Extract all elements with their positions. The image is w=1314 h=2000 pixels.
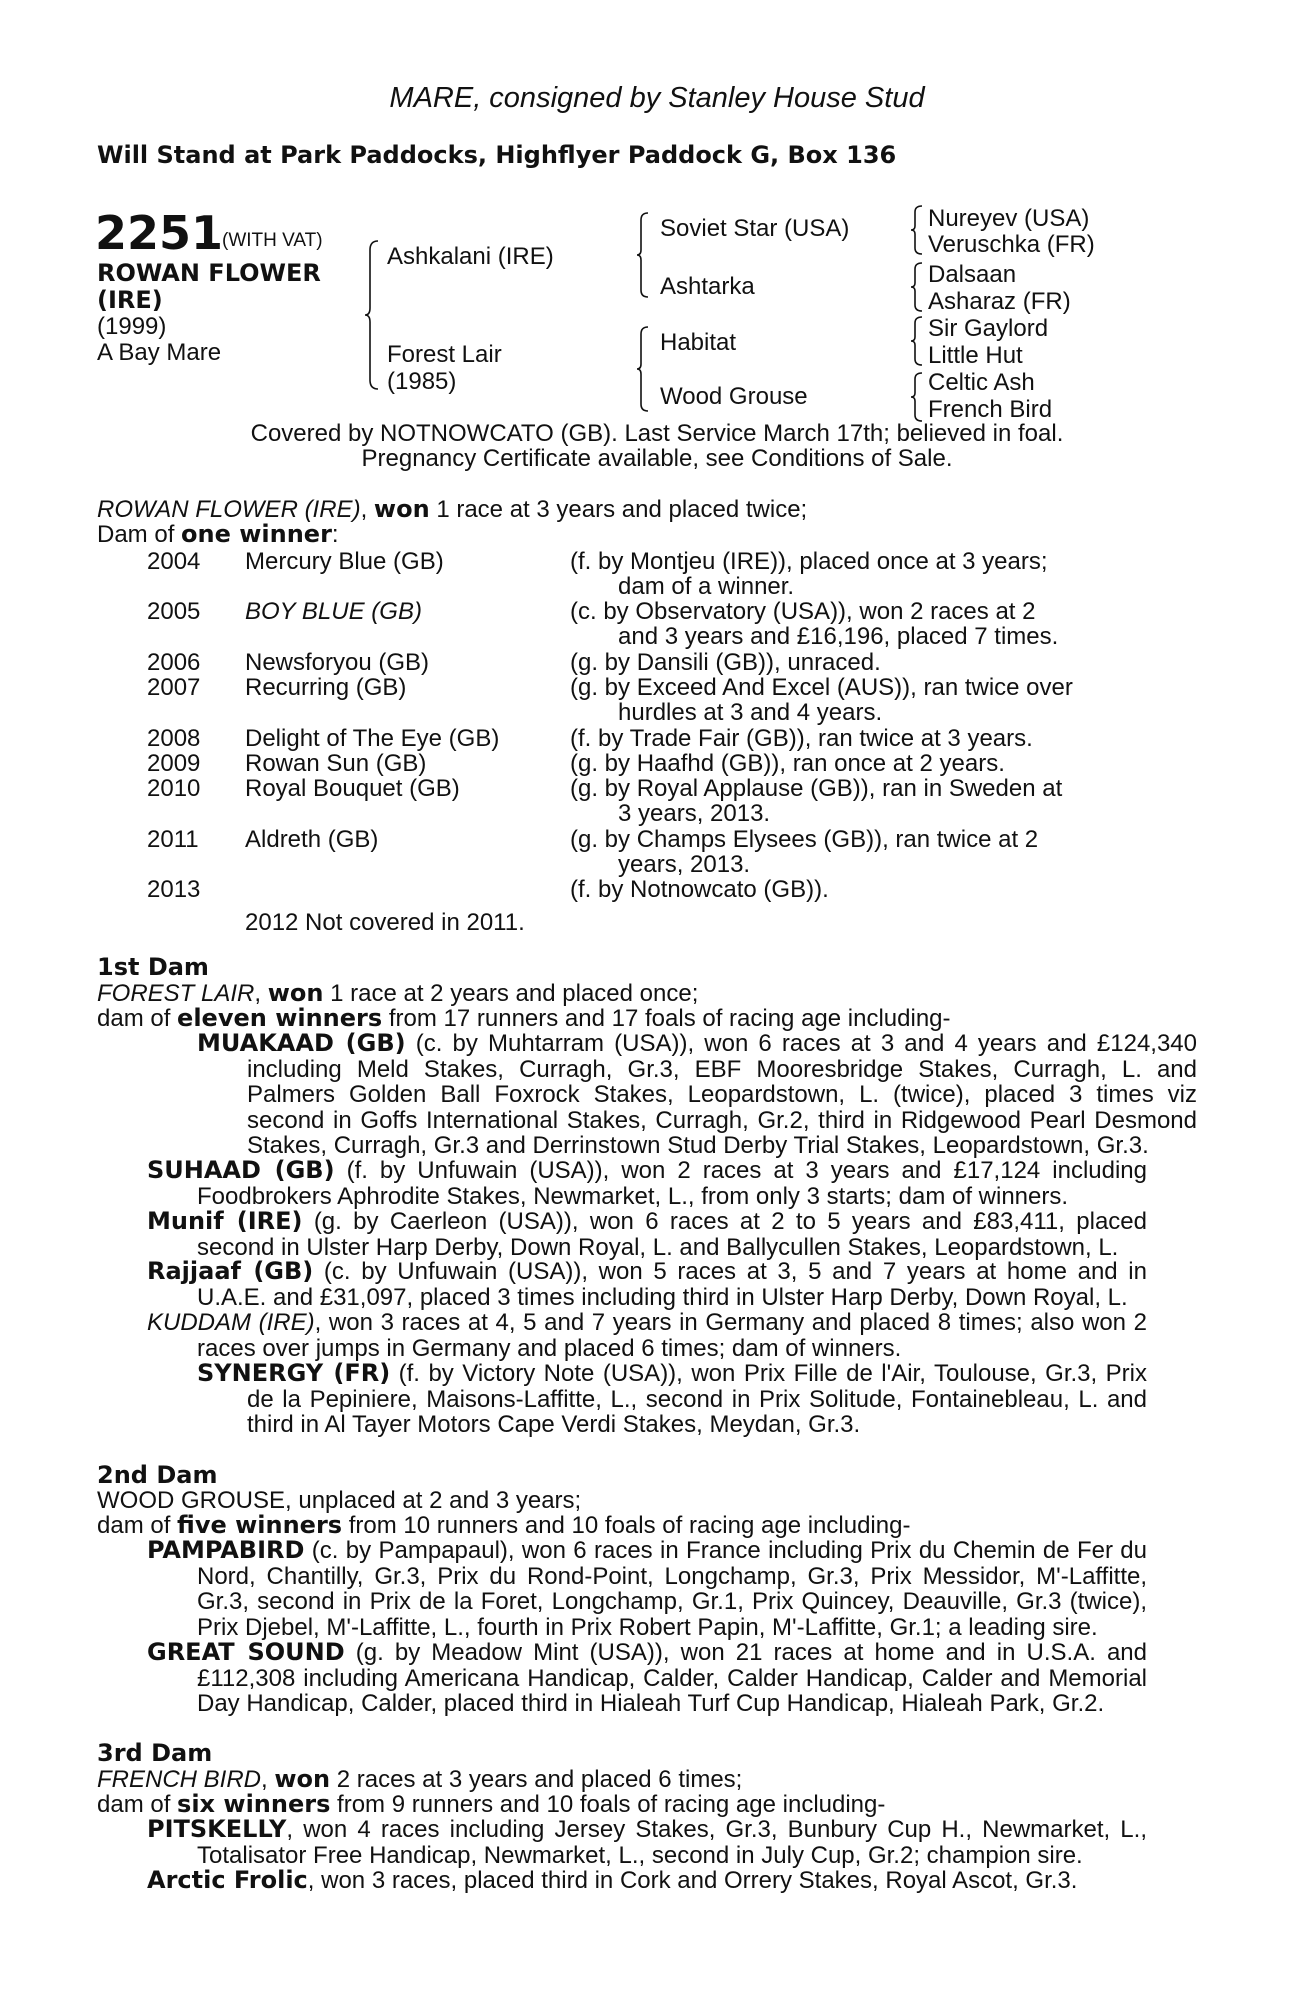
second-dam-dam-of [97,1513,910,1539]
covering-line2: Pregnancy Certificate available, see Conditions of Sale. [361,445,953,472]
produce-name: Delight of The Eye (GB) [245,725,500,752]
sire-name: Ashkalani (IRE) [387,243,554,270]
sd-sire: Dalsaan [928,261,1017,288]
arctic-frolic-name: Arctic Frolic [147,1866,308,1894]
produce-name: Mercury Blue (GB) [245,548,444,575]
produce-year: 2011 [147,826,199,853]
pampabird-text: (c. by Pampapaul), won 6 races in France including Prix du Chemin de Fer du Nord, Chantilly, Gr.3, Prix du Rond-Point, Longchamp, Gr.3, Prix Messidor, M'-Laffitte, Gr.3, second in Prix de la Foret, Longchamp, Gr.1, Prix Quincey, Deauville, Gr.3 (twice), Prix Djebel, M'-Laffitte, L., fourth in Prix Robert Papin, M'-Laffitte, Gr.1; a leading sire. [197,1537,1148,1641]
third-dam-won: won [274,1765,331,1793]
produce-entry-pitskelly [147,1815,1147,1869]
produce-details: (f. by Montjeu (IRE)), placed once at 3 years; [570,548,1048,575]
pedigree-brace-sd [910,262,924,312]
produce-year: 2004 [147,548,201,575]
synergy-text: (f. by Victory Note (USA)), won Prix Fille de l'Air, Toulouse, Gr.3, Prix de la Pepiniere, Maisons-Laffitte, L., second in Prix Solitude, Fontainebleau, L. and third in Al Tayer Motors Cape Verdi Stakes, Meydan, Gr.3. [247,1360,1147,1438]
pedigree-brace-dd [910,372,924,422]
produce-details: (f. by Notnowcato (GB)). [570,876,829,903]
mare-name-line2: (IRE) [97,286,163,314]
dam-year: (1985) [387,368,457,395]
sire-sire: Soviet Star (USA) [660,215,850,242]
great-sound-name: GREAT SOUND [147,1638,345,1666]
third-dam-rest: 2 races at 3 years and placed 6 times; [336,1766,743,1793]
produce-entry-great-sound [147,1638,1148,1717]
third-dam-heading: 3rd Dam [97,1739,213,1767]
produce-name: Recurring (GB) [245,674,407,701]
produce-entry-arctic-frolic [147,1866,1147,1894]
mare-description: A Bay Mare [97,339,222,366]
produce-details: (g. by Dansili (GB)), unraced. [570,649,881,676]
pedigree-brace-ss [910,205,924,255]
produce-details-cont: 3 years, 2013. [618,800,771,827]
dam-sire: Habitat [660,329,737,356]
third-dam-name: FRENCH BIRD [97,1766,262,1793]
dd-sire: Celtic Ash [928,369,1035,396]
first-dam-winners-count: eleven winners [177,1004,383,1032]
second-dam-winners-count: five winners [177,1511,343,1539]
dam-of-prefix: Dam of [97,521,182,548]
sire-dam: Ashtarka [660,273,755,300]
first-dam-dam-of [97,1006,951,1032]
third-dam-dam-of-suffix: from 9 runners and 10 foals of racing age including- [337,1791,886,1818]
munif-name: Munif (IRE) [147,1207,303,1235]
rajjaaf-text: (c. by Unfuwain (USA)), won 5 races at 3, 5 and 7 years at home and in U.A.E. and £31,097, placed 3 times including third in Ulster Harp Derby, Down Royal, L. [197,1258,1147,1311]
produce-details-cont: years, 2013. [618,851,751,878]
muakaad-name: MUAKAAD (GB) [197,1029,406,1057]
produce-year: 2010 [147,775,201,802]
produce-year: 2009 [147,750,201,777]
lot-number: 2251 [95,206,224,260]
pedigree-brace-main [364,240,380,390]
suhaad-text: (f. by Unfuwain (USA)), won 2 races at 3 years and £17,124 including Foodbrokers Aphrodite Stakes, Newmarket, L., from only 3 starts; dam of winners. [197,1157,1148,1210]
rajjaaf-name: Rajjaaf (GB) [147,1257,314,1285]
dd-dam: French Bird [928,396,1053,423]
great-sound-text: (g. by Meadow Mint (USA)), won 21 races at home and in U.S.A. and £112,308 including Americana Handicap, Calder, Calder Handicap, Calder and Memorial Day Handicap, Calder, placed third in Hialeah Turf Cup Handicap, Hialeah Park, Gr.2. [197,1639,1148,1717]
not-covered-note: 2012 Not covered in 2011. [245,909,525,936]
mare-name-line1: ROWAN FLOWER [97,259,321,287]
second-dam-dam-of-prefix: dam of [97,1512,178,1539]
pitskelly-name: PITSKELLY [147,1815,287,1843]
first-dam-dam-of-prefix: dam of [97,1005,178,1032]
first-dam-name: FOREST LAIR [97,980,255,1007]
produce-details: (g. by Champs Elysees (GB)), ran twice at 2 [570,826,1039,853]
ss-sire: Nureyev (USA) [928,205,1090,232]
pitskelly-text: , won 4 races including Jersey Stakes, Gr.3, Bunbury Cup H., Newmarket, L., Totalisator Free Handicap, Newmarket, L., second in July Cup, Gr.2; champion sire. [197,1816,1147,1869]
produce-entry-kuddam [147,1309,1147,1362]
kuddam-name: KUDDAM (IRE) [147,1309,315,1336]
pedigree-brace-ds [910,316,924,366]
produce-details-cont: dam of a winner. [618,573,795,600]
ss-dam: Veruschka (FR) [928,231,1095,258]
ds-dam: Little Hut [928,342,1023,369]
kuddam-text: , won 3 races at 4, 5 and 7 years in Germany and placed 8 times; also won 2 races over jumps in Germany and placed 6 times; dam of winners. [197,1309,1147,1362]
produce-details: (g. by Exceed And Excel (AUS)), ran twice over [570,674,1073,701]
muakaad-text: (c. by Muhtarram (USA)), won 6 races at 3 and 4 years and £124,340 including Meld Stakes, Curragh, Gr.3, EBF Mooresbridge Stakes, Curragh, L. and Palmers Golden Ball Foxrock Stakes, Leopardstown, L. (twice), placed 3 times viz second in Goffs International Stakes, Curragh, Gr.2, third in Ridgewood Pearl Desmond Stakes, Curragh, Gr.3 and Derrinstown Stud Derby Trial Stakes, Leopardstown, Gr.3. [247,1030,1197,1159]
produce-details: (f. by Trade Fair (GB)), ran twice at 3 years. [570,725,1033,752]
pedigree-brace-dam [636,326,650,412]
produce-year: 2008 [147,725,201,752]
location-line: Will Stand at Park Paddocks, Highflyer Paddock G, Box 136 [97,141,897,169]
produce-entry-munif [147,1207,1147,1261]
synergy-name: SYNERGY (FR) [197,1359,391,1387]
produce-entry-pampabird [147,1536,1148,1641]
mare-record-name: ROWAN FLOWER (IRE) [97,496,361,523]
dam-of-suffix: : [331,521,339,548]
produce-entry-muakaad [197,1029,1197,1159]
suhaad-name: SUHAAD (GB) [147,1156,335,1184]
mare-dam-of-line [97,522,339,548]
first-dam-won: won [267,979,324,1007]
third-dam-line: FRENCH BIRD, won 2 races at 3 years and placed 6 times; [97,1765,743,1793]
produce-year: 2005 [147,598,201,625]
first-dam-heading: 1st Dam [97,953,209,981]
produce-name: Newsforyou (GB) [245,649,430,676]
produce-year: 2006 [147,649,201,676]
second-dam-line: WOOD GROUSE, unplaced at 2 and 3 years; [97,1487,582,1514]
pampabird-name: PAMPABIRD [147,1536,305,1564]
munif-text: (g. by Caerleon (USA)), won 6 races at 2 to 5 years and £83,411, placed second in Ulster Harp Derby, Down Royal, L. and Ballycullen Stakes, Leopardstown, L. [197,1208,1147,1261]
third-dam-dam-of [97,1792,885,1818]
pedigree-brace-sire [636,212,650,298]
produce-name: BOY BLUE (GB) [245,598,422,625]
produce-entry-rajjaaf [147,1257,1147,1311]
produce-details-cont: and 3 years and £16,196, placed 7 times. [618,623,1059,650]
mare-year: (1999) [97,313,167,340]
produce-details: (c. by Observatory (USA)), won 2 races at 2 [570,598,1036,625]
produce-details-cont: hurdles at 3 and 4 years. [618,699,883,726]
produce-name: Rowan Sun (GB) [245,750,427,777]
mare-record-line: ROWAN FLOWER (IRE), won 1 race at 3 years and placed twice; [97,495,808,523]
first-dam-line: FOREST LAIR, won 1 race at 2 years and placed once; [97,979,699,1007]
arctic-frolic-text: , won 3 races, placed third in Cork and Orrery Stakes, Royal Ascot, Gr.3. [307,1867,1078,1894]
produce-year: 2007 [147,674,201,701]
produce-name: Aldreth (GB) [245,826,379,853]
produce-year: 2013 [147,876,201,903]
produce-details: (g. by Haafhd (GB)), ran once at 2 years. [570,750,1005,777]
dam-name: Forest Lair [387,341,502,368]
third-dam-dam-of-prefix: dam of [97,1791,178,1818]
covering-line1: Covered by NOTNOWCATO (GB). Last Service March 17th; believed in foal. [250,420,1064,447]
first-dam-rest: 1 race at 2 years and placed once; [330,980,699,1007]
sd-dam: Asharaz (FR) [928,288,1071,315]
produce-entry-suhaad [147,1156,1148,1210]
produce-entry-synergy [197,1359,1147,1438]
vat-label: (WITH VAT) [222,230,323,251]
produce-name: Royal Bouquet (GB) [245,775,460,802]
mare-record-rest: 1 race at 3 years and placed twice; [436,496,808,523]
first-dam-dam-of-suffix: from 17 runners and 17 foals of racing age including- [388,1005,951,1032]
page-title: MARE, consigned by Stanley House Stud [389,82,925,114]
dam-of-winners: one winner [181,520,332,548]
mare-record-won: won [373,495,430,523]
dam-dam: Wood Grouse [660,383,808,410]
second-dam-heading: 2nd Dam [97,1461,218,1489]
third-dam-winners-count: six winners [177,1790,331,1818]
ds-sire: Sir Gaylord [928,315,1049,342]
produce-details: (g. by Royal Applause (GB)), ran in Sweden at [570,775,1063,802]
second-dam-dam-of-suffix: from 10 runners and 10 foals of racing age including- [348,1512,911,1539]
